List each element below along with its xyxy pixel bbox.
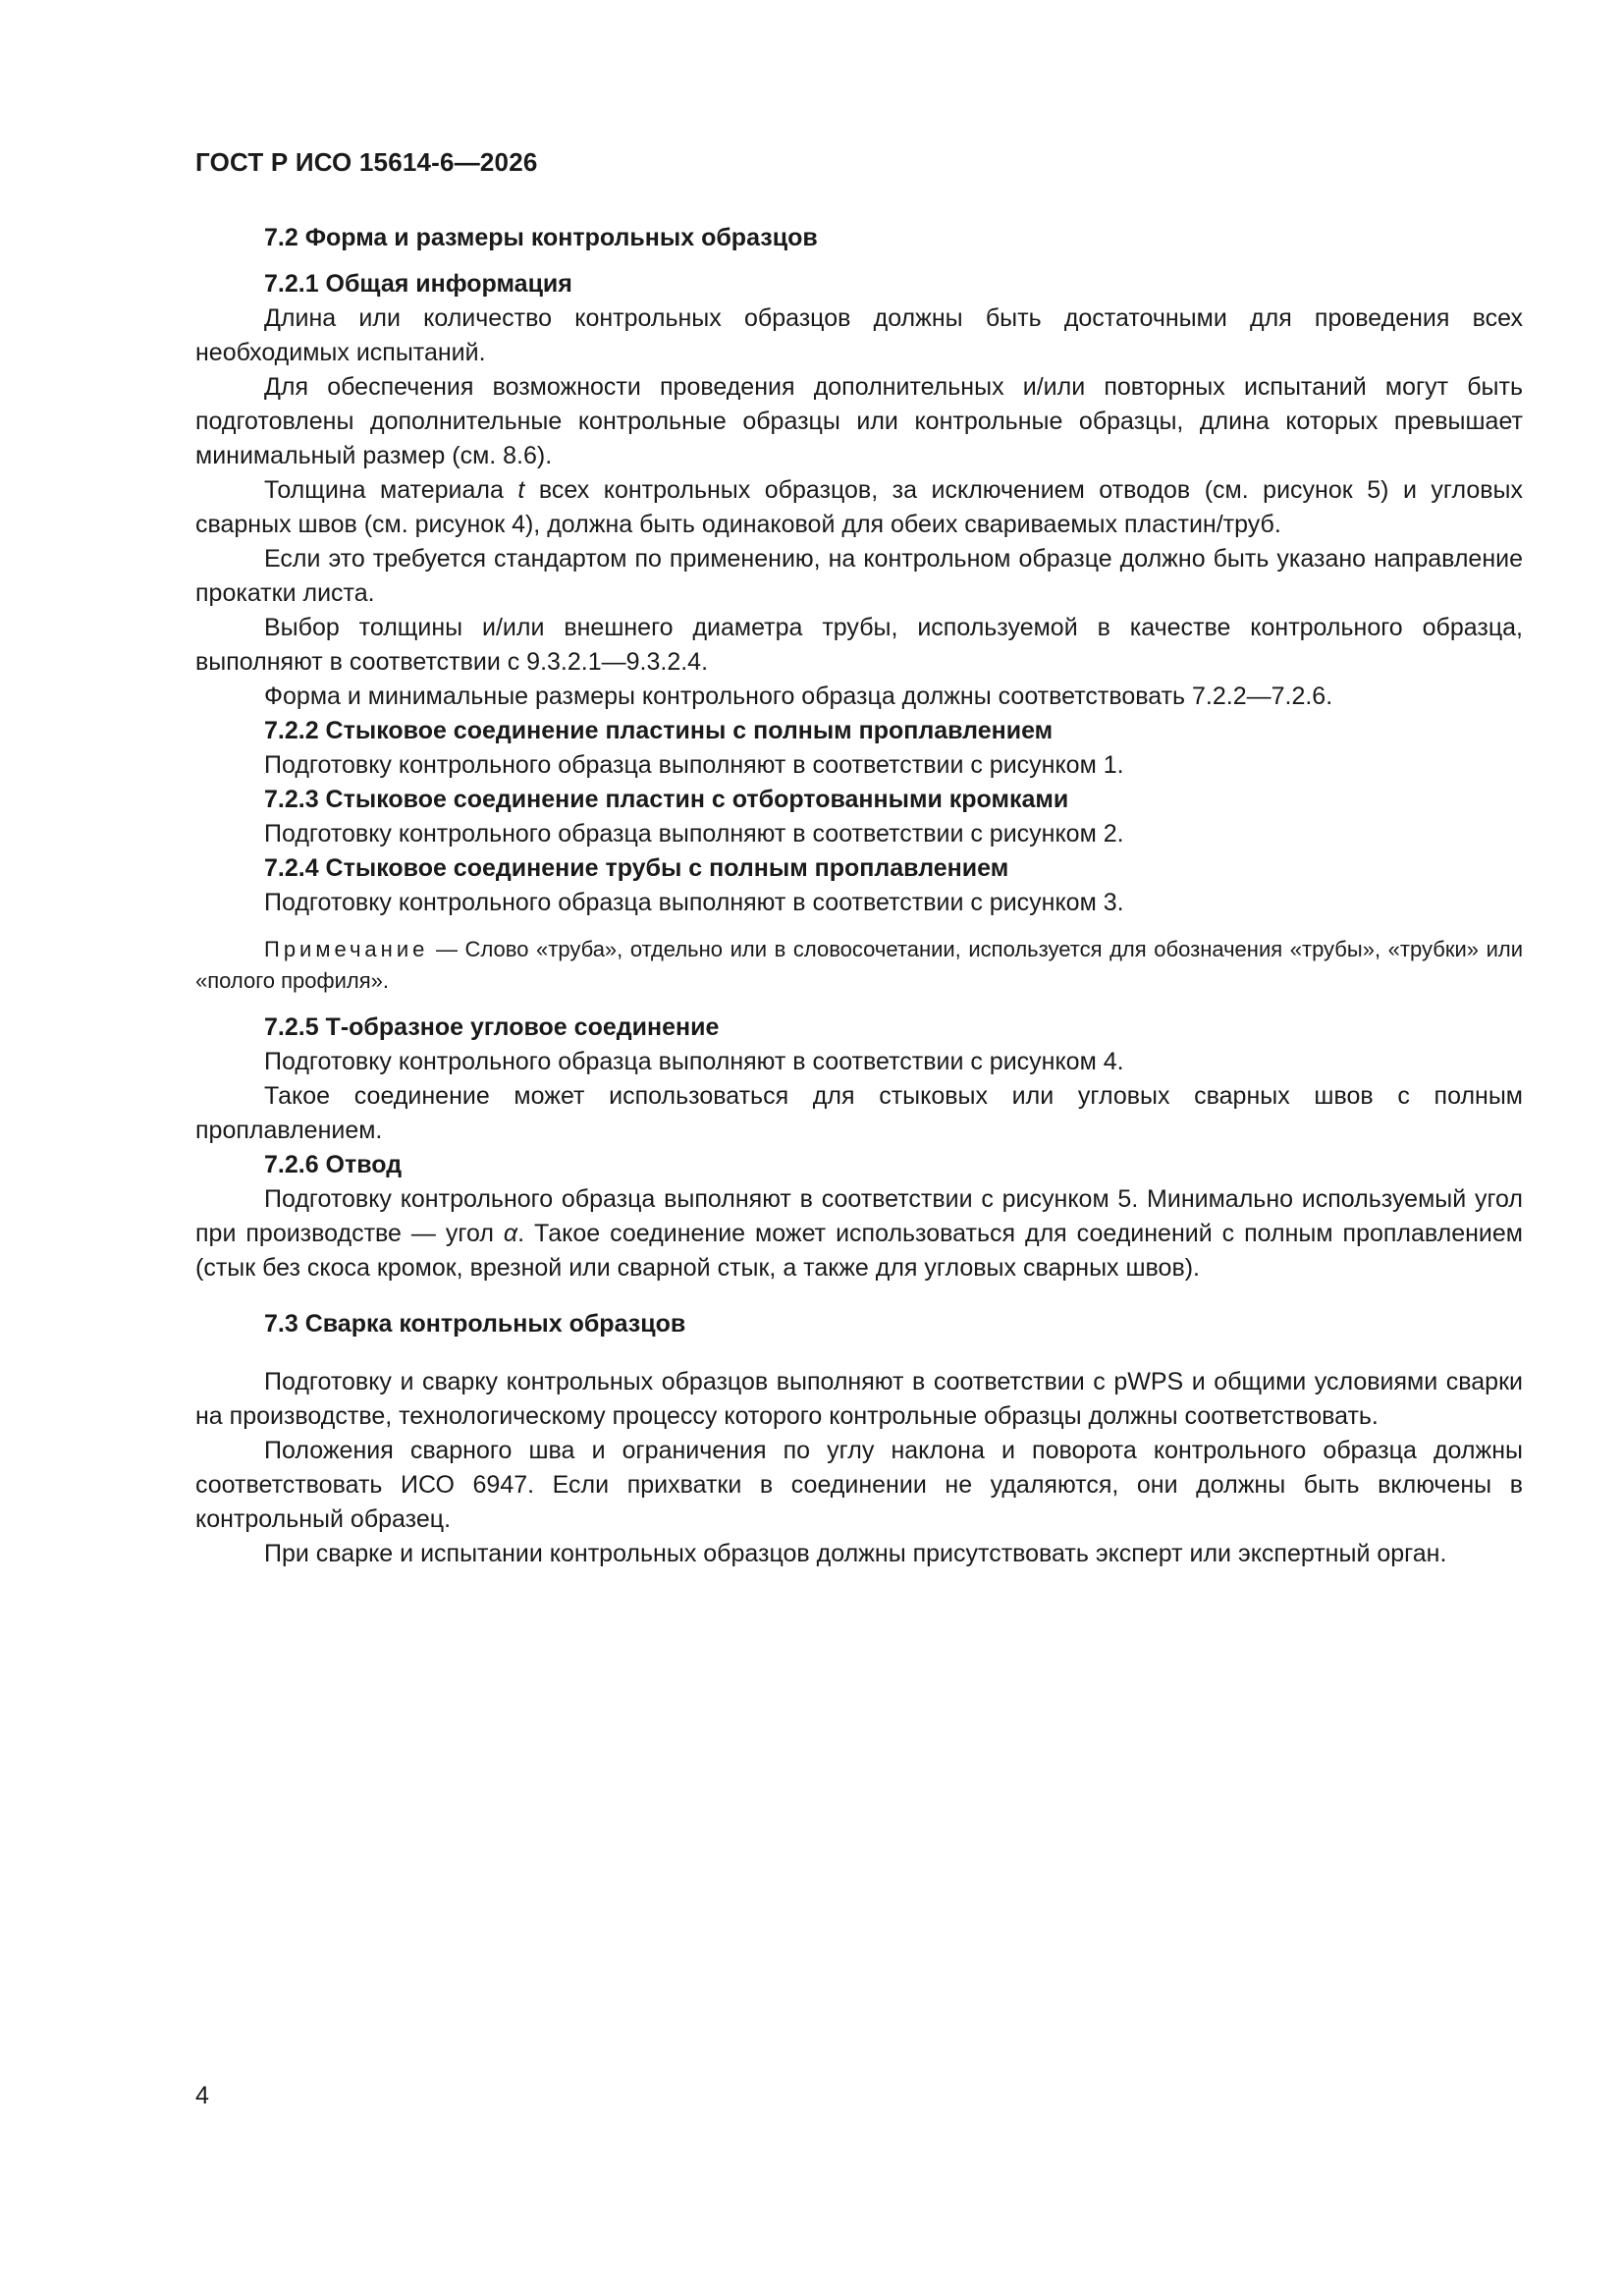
body-paragraph: Подготовку контрольного образца выполняют в соответствии с рисунком 4.	[264, 1048, 1124, 1075]
body-paragraph: Положения сварного шва и ограничения по углу наклона и поворота контрольного образца должны соответствовать ИСО 6947. Если прихватки в соединении не удаляются, они должны быть включены в контрольный образец.	[195, 1437, 1523, 1533]
body-paragraph: Подготовку и сварку контрольных образцов выполняют в соответствии с pWPS и общими условиями сварки на производстве, технологическому процессу которого контрольные образцы должны соответствовать.	[195, 1368, 1523, 1430]
section-heading: 7.2.4 Стыковое соединение трубы с полным проплавлением	[264, 854, 1009, 882]
body-paragraph: Подготовку контрольного образца выполняют в соответствии с рисунком 2.	[264, 820, 1124, 847]
text-run: . Такое соединение может использоваться для соединений с полным проплавлением (стык без скоса кромок, врезной или сварной стык, а также для угловых сварных швов).	[195, 1220, 1523, 1282]
body-paragraph: Подготовку контрольного образца выполняют в соответствии с рисунком 1.	[264, 751, 1124, 779]
document-code-header: ГОСТ Р ИСО 15614-6—2026	[195, 147, 538, 177]
note-text: — Слово «труба», отдельно или в словосочетании, используется для обозначения «трубы», «трубки» или «полого профиля».	[195, 937, 1523, 993]
body-paragraph	[195, 473, 1523, 542]
body-paragraph: Для обеспечения возможности проведения дополнительных и/или повторных испытаний могут быть подготовлены дополнительные контрольные образцы или контрольные образцы, длина которых превышает минимальный размер (см. 8.6).	[195, 373, 1523, 469]
italic-symbol: α	[503, 1220, 518, 1247]
body-paragraph: Если это требуется стандартом по применению, на контрольном образце должно быть указано направление прокатки листа.	[195, 545, 1523, 607]
section-heading: 7.2.2 Стыковое соединение пластины с полным проплавлением	[264, 717, 1054, 744]
section-heading: 7.2.5 Т-образное угловое соединение	[264, 1013, 720, 1041]
body-paragraph: Длина или количество контрольных образцов должны быть достаточными для проведения всех необходимых испытаний.	[195, 304, 1523, 366]
body-paragraph: Выбор толщины и/или внешнего диаметра трубы, используемой в качестве контрольного образца, выполняют в соответствии с 9.3.2.1—9.3.2.4.	[195, 614, 1523, 676]
body-paragraph: Такое соединение может использоваться для стыковых или угловых сварных швов с полным проплавлением.	[195, 1082, 1523, 1144]
body-paragraph	[195, 1182, 1523, 1285]
italic-symbol: t	[517, 476, 525, 504]
note-paragraph	[195, 934, 1523, 997]
section-heading: 7.2.3 Стыковое соединение пластин с отбортованными кромками	[264, 786, 1069, 813]
body-paragraph: Форма и минимальные размеры контрольного образца должны соответствовать 7.2.2—7.2.6.	[264, 683, 1333, 710]
text-run: всех контрольных образцов, за исключением отводов (см. рисунок 5) и угловых сварных швов (см. рисунок 4), должна быть одинаковой для обеих свариваемых пластин/труб.	[195, 476, 1524, 538]
document-body	[195, 221, 1523, 1571]
body-paragraph: Подготовку контрольного образца выполняют в соответствии с рисунком 3.	[264, 889, 1124, 916]
section-heading: 7.3 Сварка контрольных образцов	[264, 1310, 686, 1338]
section-heading: 7.2.1 Общая информация	[264, 270, 572, 298]
note-label: Примечание	[264, 937, 429, 961]
body-paragraph: При сварке и испытании контрольных образцов должны присутствовать эксперт или экспертный орган.	[264, 1540, 1447, 1567]
section-heading: 7.2.6 Отвод	[264, 1151, 403, 1178]
text-run: Толщина материала	[264, 476, 518, 504]
page-number: 4	[195, 2082, 209, 2109]
section-heading: 7.2 Форма и размеры контрольных образцов	[264, 224, 818, 251]
text-run: Подготовку контрольного образца выполняют в соответствии с рисунком 5. Минимально используемый угол при производстве — угол	[195, 1185, 1523, 1247]
